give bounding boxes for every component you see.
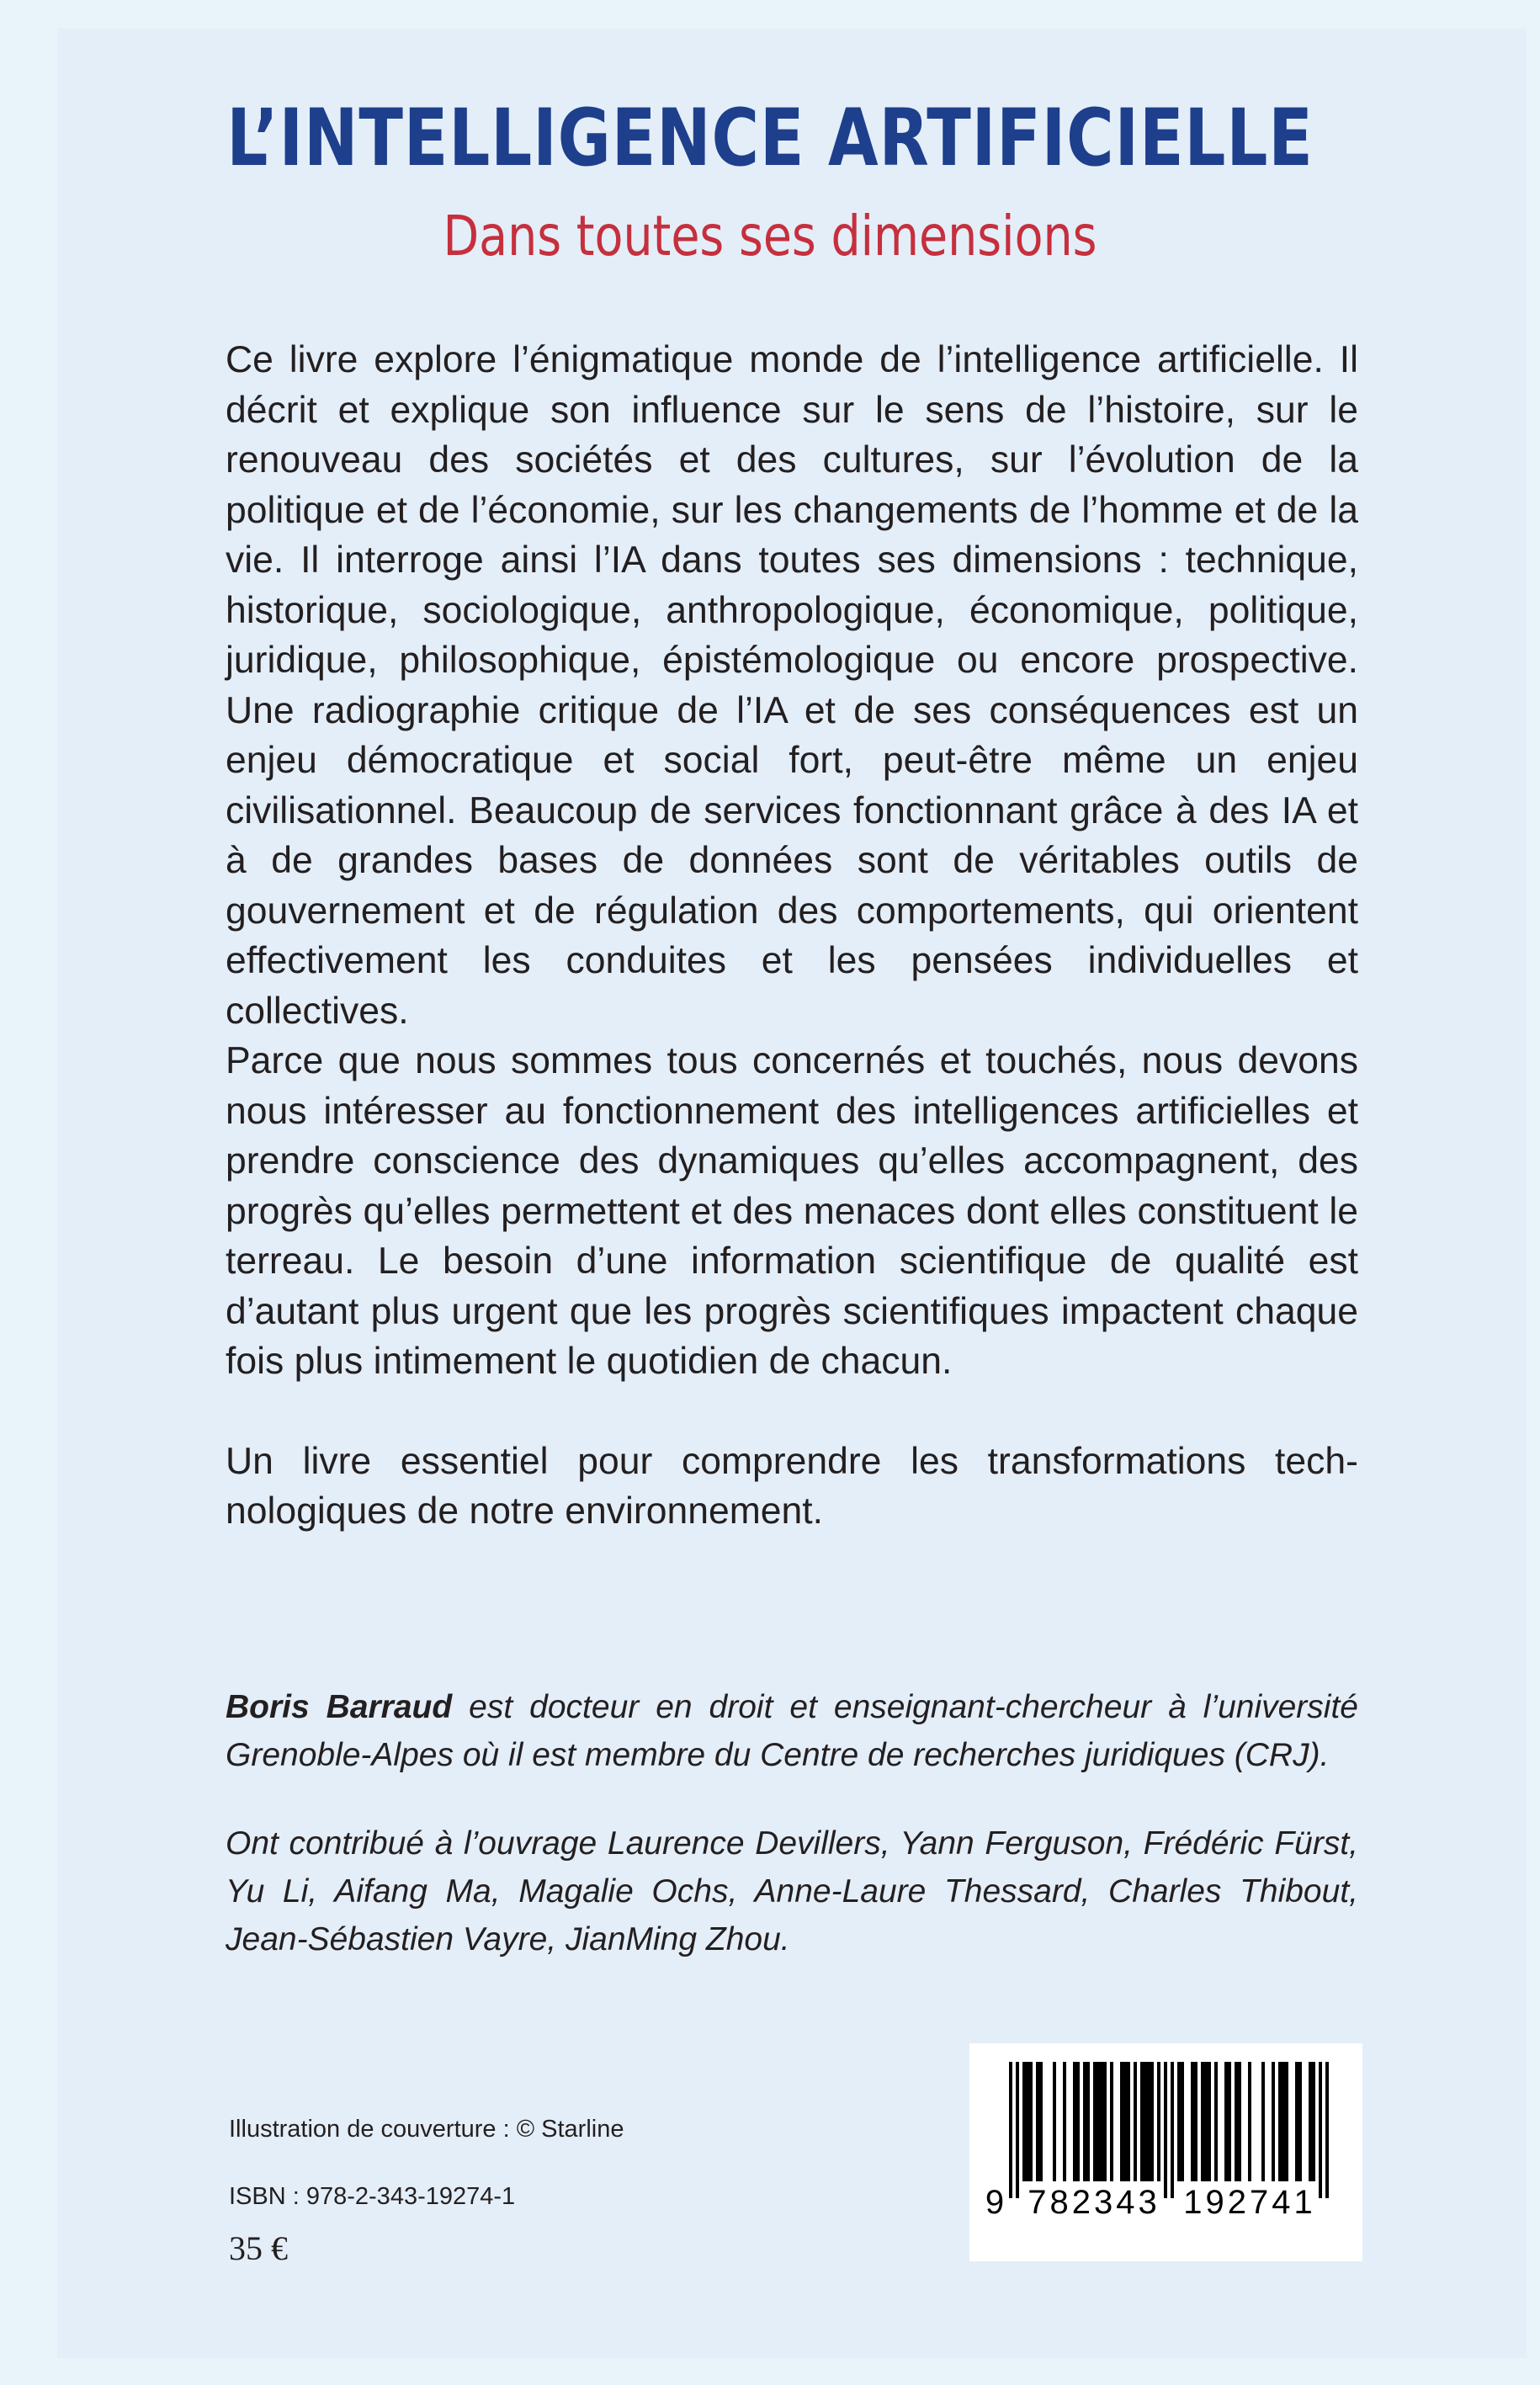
- barcode-bar: [1150, 2062, 1154, 2181]
- barcode-bar: [1036, 2062, 1039, 2181]
- blurb-paragraph: Parce que nous sommes tous concernés et touchés, nous devons nous intéresser au fonctionnement des intelligences artificielles et prendre conscience des dynamiques qu’elles accompagnent, des progrès qu’elles permettent et des menaces dont elles constituent le terreau. Le besoin d’une information scientifique de qualité est d’autant plus urgent que les progrès scientifiques impactent chaque fois plus intimement le quotidien de chacun.: [226, 1040, 1358, 1382]
- barcode-bar: [1022, 2062, 1026, 2181]
- barcode-bar: [1282, 2062, 1285, 2181]
- barcode-bar: [1127, 2062, 1130, 2181]
- barcode-bar: [1110, 2062, 1113, 2181]
- barcode-bar: [1009, 2062, 1012, 2198]
- barcode-bar: [1053, 2062, 1056, 2181]
- author-name: Boris Barraud: [226, 1689, 453, 1725]
- barcode-bar: [1181, 2062, 1184, 2181]
- barcode-bar: [1157, 2062, 1160, 2181]
- barcode-bar: [1029, 2062, 1033, 2181]
- author-bio: [226, 1683, 1358, 1779]
- barcode-digit-lead: 9: [985, 2184, 1005, 2221]
- price: 35 €: [229, 2229, 288, 2267]
- blurb-text: [226, 335, 1358, 1537]
- barcode-image: [969, 2043, 1362, 2261]
- barcode-bar: [1086, 2062, 1090, 2181]
- barcode-digits-right: 192741: [1183, 2184, 1316, 2221]
- barcode-bar: [1224, 2062, 1228, 2181]
- author-bio-text: est docteur en droit et enseignant-chercheur à l’université Grenoble-Alpes où il est membre du Centre de recherches juridiques (CRJ).: [226, 1689, 1358, 1773]
- barcode-bar: [1201, 2062, 1204, 2181]
- barcode-bar: [1298, 2062, 1302, 2181]
- barcode-bar: [1097, 2062, 1100, 2181]
- barcode-bar: [1312, 2062, 1315, 2181]
- barcode-bar: [1238, 2062, 1241, 2181]
- barcode-bar: [1076, 2062, 1080, 2181]
- barcode-bar: [1285, 2062, 1288, 2181]
- barcode-bar: [1140, 2062, 1144, 2181]
- barcode-bar: [1016, 2062, 1019, 2198]
- barcode-bar: [1123, 2062, 1127, 2181]
- barcode-bar: [1295, 2062, 1298, 2181]
- isbn: ISBN : 978-2-343-19274-1: [229, 2183, 516, 2210]
- author-section: [226, 1683, 1358, 1963]
- barcode-bar: [1164, 2062, 1167, 2198]
- barcode-bar: [1083, 2062, 1086, 2181]
- barcode-bar: [1204, 2062, 1208, 2181]
- barcode-bar: [1319, 2062, 1322, 2198]
- barcode-bar: [1261, 2062, 1265, 2181]
- barcode-bar: [1026, 2062, 1029, 2181]
- barcode-bar: [1248, 2062, 1251, 2181]
- barcode-bar: [1144, 2062, 1147, 2181]
- barcode-bar: [1093, 2062, 1097, 2181]
- barcode-bar: [1073, 2062, 1076, 2181]
- barcode-bar: [1194, 2062, 1197, 2181]
- blurb-paragraph: Ce livre explore l’énigmatique monde de l’intelligence artificielle. Il décrit et explique son influence sur le sens de l’histoire, sur le renouveau des sociétés et des cultures, sur l’évolution de la politique et de l’économie, sur les changements de l’homme et de la vie. Il interroge ainsi l’IA dans toutes ses dimensions : technique, historique, sociologique, anthropologique, économique, politique, juridique, philosophique, épistémologique ou encore prospective. Une radiographie critique de l’IA et de ses conséquences est un enjeu démocratique et social fort, peut-être même un enjeu civilisationnel. Beaucoup de services fonctionnant grâce à des IA et à de grandes bases de données sont de véritables outils de gouvernement et de régulation des comportements, qui orientent effectivement les conduites et les pensées individuelles et collectives.: [226, 339, 1358, 1032]
- barcode-bar: [1208, 2062, 1211, 2181]
- barcode-bar: [1228, 2062, 1231, 2181]
- illustration-credit: Illustration de couverture : © Starline: [229, 2116, 624, 2143]
- barcode-bar: [1134, 2062, 1137, 2181]
- barcode-bar: [1214, 2062, 1218, 2181]
- barcode-bar: [1325, 2062, 1329, 2198]
- contributors: Ont contribué à l’ouvrage Laurence Devillers, Yann Ferguson, Frédéric Fürst, Yu Li, Aifang Ma, Magalie Ochs, Anne-Laure Thessard, Charles Thibout, Jean-Sébastien Vayre, JianMing Zhou.: [226, 1825, 1358, 1957]
- barcode-bar: [1063, 2062, 1066, 2181]
- barcode: [969, 2043, 1362, 2261]
- barcode-bar: [1177, 2062, 1181, 2181]
- barcode-bar: [1171, 2062, 1174, 2198]
- barcode-bar: [1100, 2062, 1103, 2181]
- barcode-bar: [1309, 2062, 1312, 2181]
- barcode-bar: [1120, 2062, 1123, 2181]
- barcode-digits-left: 782343: [1028, 2184, 1160, 2221]
- barcode-bar: [1039, 2062, 1043, 2181]
- barcode-bar: [1147, 2062, 1150, 2181]
- barcode-bar: [1272, 2062, 1275, 2181]
- blurb-paragraph: Un livre essentiel pour comprendre les transformations technologiques de notre environnement.: [226, 1440, 1358, 1532]
- book-title: L’INTELLIGENCE ARTIFICIELLE: [226, 93, 1314, 184]
- barcode-bar: [1191, 2062, 1194, 2181]
- barcode-bar: [1235, 2062, 1238, 2181]
- book-subtitle: Dans toutes ses dimensions: [443, 204, 1097, 268]
- barcode-bar: [1103, 2062, 1107, 2181]
- barcode-bar: [1278, 2062, 1282, 2181]
